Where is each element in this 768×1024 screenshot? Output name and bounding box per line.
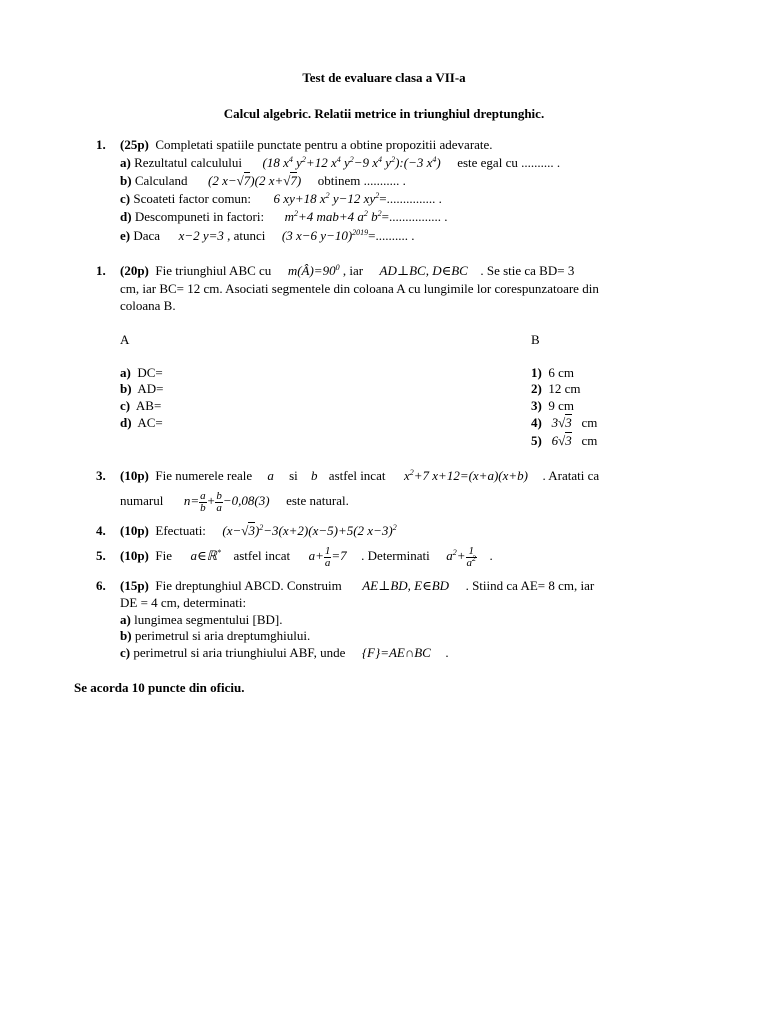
q2-col-b-label: 1)	[531, 365, 542, 380]
q6-line1	[120, 578, 594, 594]
q2-col-a-text: DC=	[137, 365, 163, 380]
q2-points: (20p)	[120, 263, 149, 278]
q1-c-text: Scoateti factor comun:	[133, 191, 252, 206]
q3-natural: este natural.	[286, 493, 349, 508]
q1-e-label: e)	[120, 228, 131, 243]
q2-iar: , iar	[342, 263, 364, 278]
q2-col-a-title: A	[120, 332, 130, 347]
q1-c-formula: 6 xy+18 $x^2$ y−12 $xy^2$	[273, 191, 380, 206]
q6-rest1: . Stiind ca AE= 8 cm, iar	[465, 578, 595, 593]
q2-rest1: . Se stie ca BD= 3	[480, 263, 575, 278]
q1-a-text: Rezultatul calculului	[134, 155, 243, 170]
q6-item-a	[120, 612, 282, 628]
q2-col-a-label: a)	[120, 365, 131, 380]
q3-line2	[120, 488, 349, 514]
q2-col-a-item	[120, 398, 161, 414]
q2-line3: coloana B.	[120, 298, 176, 313]
q4-number: 4.	[96, 523, 106, 538]
q2-line1	[120, 263, 574, 279]
q6-item-b	[120, 628, 310, 644]
q6-item-c	[120, 645, 449, 661]
q2-col-b-label: 5)	[531, 433, 542, 448]
q6-c-end: .	[445, 645, 449, 660]
q2-col-a-item	[120, 415, 163, 431]
q6-b-text: perimetrul si aria dreptumghiului.	[134, 628, 311, 643]
q2-col-b-text: cm	[581, 415, 598, 430]
q3-numarul: numarul	[120, 493, 164, 508]
q2-col-b-item	[531, 433, 597, 449]
q6-points: (15p)	[120, 578, 149, 593]
q4-formula: $(x-√3)^2-3(x+2)(x-5)+5(2$ x−3)$^2$	[222, 523, 397, 538]
q6-c-label: c)	[120, 645, 131, 660]
q2-col-a-text: AB=	[135, 398, 162, 413]
q1-e-text: Daca	[133, 228, 161, 243]
q2-col-a-text: AD=	[137, 381, 164, 396]
q2-col-b-text: cm	[581, 433, 598, 448]
q2-col-b-text: 6 cm	[548, 365, 574, 380]
q6-c-formula: {F}=AE∩BC	[361, 645, 431, 660]
q4-points: (10p)	[120, 523, 149, 538]
q1-c-label: c)	[120, 191, 131, 206]
q1-b-end: obtinem ........... .	[317, 173, 406, 188]
q1-d-end: =................ .	[381, 209, 448, 224]
q2-text: Fie triunghiul ABC cu	[155, 263, 272, 278]
q2-col-b-text: 12 cm	[548, 381, 581, 396]
q2-col-b-item	[531, 415, 597, 431]
q1-e-end: =.......... .	[368, 228, 415, 243]
q3-var-b: b	[311, 468, 318, 483]
q5-text: Fie	[155, 548, 173, 563]
q2-col-b-label: 3)	[531, 398, 542, 413]
q1-e-condition: x−2 y=3	[178, 228, 224, 243]
q2-col-b-item	[531, 365, 574, 381]
page-title: Test de evaluare clasa a VII-a	[302, 70, 466, 85]
q5-astfel: astfel incat	[233, 548, 291, 563]
q1-points: (25p)	[120, 137, 149, 152]
q3-number: 3.	[96, 468, 106, 483]
q6-a-text: lungimea segmentului [BD].	[134, 612, 283, 627]
q5-number: 5.	[96, 548, 106, 563]
q1-a-formula: (18 $x^4$ $y^2+12$ $x^4$ $y^2-9$ $x^4$ $y^2):(-3$ $x^4$)	[262, 155, 441, 170]
q5-end: .	[489, 548, 493, 563]
footer-note: Se acorda 10 puncte din oficiu.	[74, 680, 245, 695]
q6-b-label: b)	[120, 628, 132, 643]
q3-var-a: a	[267, 468, 274, 483]
q2-col-b-title: B	[531, 332, 540, 347]
q1-b-label: b)	[120, 173, 132, 188]
q5-points: (10p)	[120, 548, 149, 563]
q1-item-e	[120, 228, 415, 244]
q1-item-a	[120, 155, 560, 171]
q5-det: . Determinati	[361, 548, 430, 563]
q2-col-a-item	[120, 365, 163, 381]
page-subtitle: Calcul algebric. Relatii metrice in triunghiul dreptunghic.	[223, 106, 545, 121]
q6-number: 6.	[96, 578, 106, 593]
q1-e-formula: (3 x−6 y−10)$^{2019}$	[281, 228, 369, 243]
q1-d-label: d)	[120, 209, 132, 224]
q3-points: (10p)	[120, 468, 149, 483]
q2-col-b-label: 2)	[531, 381, 542, 396]
q4-text: Efectuati:	[155, 523, 206, 538]
q2-col-a-label: b)	[120, 381, 132, 396]
q3-si: si	[289, 468, 298, 483]
q3-line1	[120, 468, 599, 484]
q1-d-text: Descompuneti in factori:	[134, 209, 265, 224]
q2-col-b-text: 9 cm	[548, 398, 574, 413]
q3-arat: . Aratati ca	[542, 468, 600, 483]
q6-text: Fie dreptunghiul ABCD. Construim	[155, 578, 342, 593]
q2-line2: cm, iar BC= 12 cm. Asociati segmentele din coloana A cu lungimile lor corespunzatoare din	[120, 281, 599, 296]
q2-col-b-sqrt: 6√3	[548, 433, 572, 448]
q6-c-text: perimetrul si aria triunghiului ABF, unde	[133, 645, 346, 660]
q1-number: 1.	[96, 137, 106, 152]
q3-n-formula: n= $\frac{a}{b}$ + $\frac{b}{a}$ −0,08(3)	[183, 489, 270, 514]
q1-a-label: a)	[120, 155, 131, 170]
q2-number: 1.	[96, 263, 106, 278]
q2-col-a-label: c)	[120, 398, 131, 413]
q6-a-label: a)	[120, 612, 131, 627]
q1-item-d	[120, 209, 447, 225]
q2-col-a-label: d)	[120, 415, 132, 430]
q5-set-formula: a∈ℝ*	[190, 548, 221, 563]
q5-condition: a+ $\frac{1}{a}$ =7	[308, 544, 347, 569]
q4-line	[120, 523, 397, 539]
q6-line2: DE = 4 cm, determinati:	[120, 595, 247, 610]
q5-target: $a^2+$ $\frac{1}{a^2}$	[446, 544, 477, 569]
q1-d-formula: $m^2+4$ mab+4 $a^2$ $b^2$	[284, 209, 382, 224]
q2-col-b-item	[531, 381, 580, 397]
q1-b-formula: (2 x−√7)(2 x+√7)	[208, 173, 302, 188]
q1-item-c	[120, 191, 442, 207]
q1-a-end: este egal cu .......... .	[457, 155, 561, 170]
q1-b-text: Calculand	[134, 173, 188, 188]
q3-astfel: astfel incat	[328, 468, 386, 483]
q1-intro	[120, 137, 493, 153]
q2-col-b-label: 4)	[531, 415, 542, 430]
q2-col-b-sqrt: 3√3	[548, 415, 572, 430]
q2-angle-formula: $m(Â)=90^0$	[287, 263, 340, 278]
q3-text: Fie numerele reale	[155, 468, 253, 483]
q3-formula: $x^2+7$ x+12=(x+a)(x+b)	[403, 468, 528, 483]
q2-col-a-text: AC=	[137, 415, 163, 430]
q2-col-b-item	[531, 398, 574, 414]
q2-col-a-item	[120, 381, 163, 397]
q5-line	[120, 543, 493, 569]
q1-text: Completati spatiile punctate pentru a obtine propozitii adevarate.	[155, 137, 493, 152]
q1-e-mid: , atunci	[227, 228, 266, 243]
q6-perp-formula: AE⊥BD, E∈BD	[362, 578, 450, 593]
q2-perp-formula: AD⊥BC, D∈BC	[379, 263, 468, 278]
q1-c-end: =............... .	[379, 191, 442, 206]
q1-item-b	[120, 173, 406, 189]
